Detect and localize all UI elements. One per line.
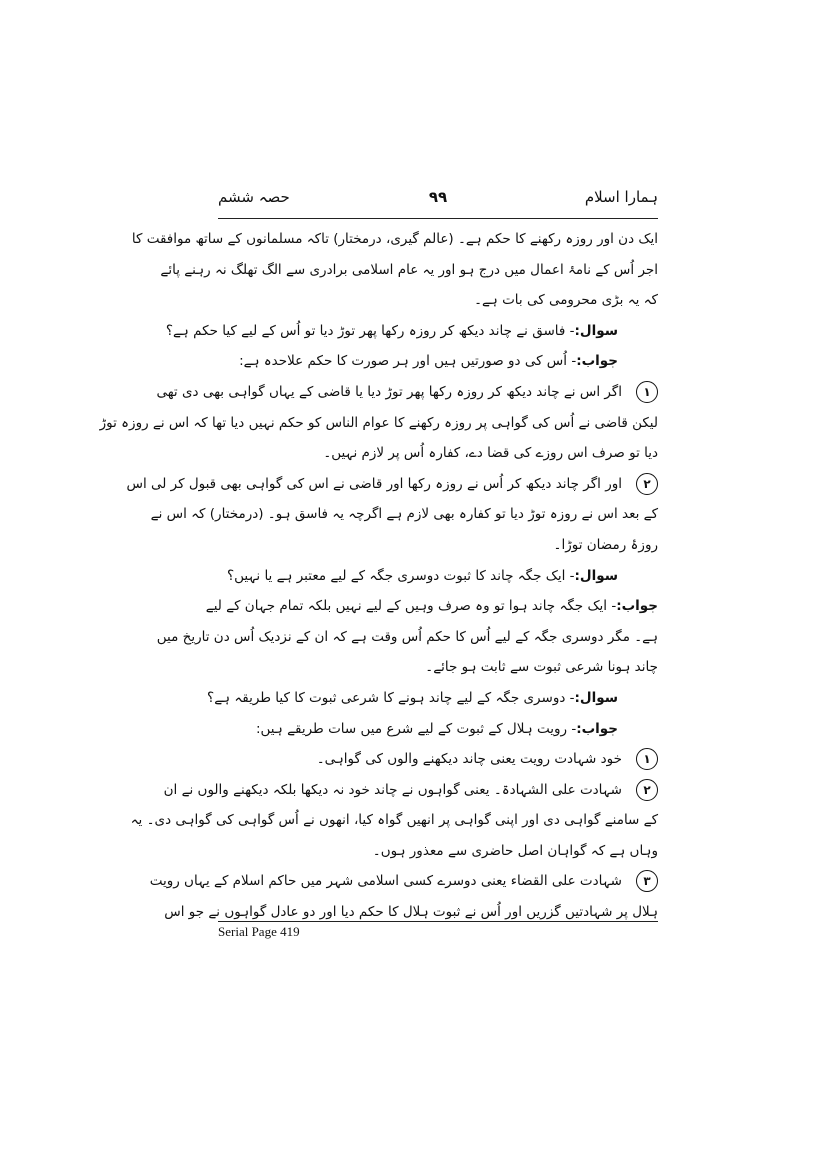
- item-number-badge: ۱: [636, 381, 658, 403]
- text-line: [218, 714, 658, 745]
- text-line: [163, 775, 658, 806]
- text-line: [218, 285, 658, 316]
- line-text: کے سامنے گواہی دی اور اپنی گواہی پر انھیں گواہ کیا، انھوں نے اُس گواہی کی گواہی دی۔ یہ: [130, 812, 658, 829]
- text-line: [207, 683, 658, 714]
- text-line: [218, 652, 658, 683]
- serial-page-label: Serial Page 419: [218, 924, 300, 939]
- text-line: [218, 438, 658, 469]
- page-number: ۹۹: [428, 188, 448, 206]
- item-number-badge: ۳: [636, 870, 658, 892]
- line-text: - رویت ہلال کے ثبوت کے لیے شرع میں سات طریقے ہیں:: [255, 720, 577, 737]
- line-text: شہادت علی الشہادۃ۔ یعنی گواہوں نے چاند خود نہ دیکھا بلکہ دیکھنے والوں نے ان: [163, 781, 622, 798]
- text-line: [149, 866, 658, 897]
- item-number-badge: ۲: [636, 779, 658, 801]
- book-title: ہمارا اسلام: [584, 188, 658, 206]
- line-text: ہے۔ مگر دوسری جگہ کے لیے اُس کا حکم اُس وقت ہے کہ ان کے نزدیک اُس دن تاریخ میں: [156, 628, 658, 645]
- line-text: - دوسری جگہ کے لیے چاند ہونے کا شرعی ثبوت کا کیا طریقہ ہے؟: [207, 689, 575, 706]
- line-text: روزۂ رمضان توڑا۔: [553, 536, 658, 553]
- line-text: اور اگر چاند دیکھ کر اُس نے روزہ رکھا اور قاضی نے اس کی گواہی بھی قبول کر لی اس: [126, 475, 622, 492]
- line-text: کے بعد اس نے روزہ توڑ دیا تو کفارہ بھی لازم ہے اگرچہ یہ فاسق ہو۔ (درمختار) کہ اس نے: [150, 506, 658, 523]
- text-line: [131, 224, 658, 255]
- text-line: [160, 255, 658, 286]
- book-page: [99, 180, 658, 940]
- text-line: [126, 469, 658, 500]
- page-body: [99, 224, 658, 928]
- line-text: - ایک جگہ چاند ہوا تو وہ صرف وہیں کے لیے نہیں بلکہ تمام جہان کے لیے: [205, 598, 617, 615]
- line-text: وہاں ہے کہ گواہان اصل حاضری سے معذور ہوں۔: [372, 842, 658, 859]
- line-text: کہ یہ بڑی محرومی کی بات ہے۔: [474, 292, 658, 309]
- line-text: چاند ہونا شرعی ثبوت سے ثابت ہو جائے۔: [425, 659, 658, 676]
- line-text: - ایک جگہ چاند کا ثبوت دوسری جگہ کے لیے معتبر ہے یا نہیں؟: [226, 567, 575, 584]
- line-text: لیکن قاضی نے اُس کی گواہی پر روزہ رکھنے کا عوام الناس کو حکم نہیں دیا تھا کہ اس نے روزہ توڑ: [99, 414, 658, 431]
- text-line: [130, 805, 658, 836]
- text-line: [218, 744, 658, 775]
- line-text: خود شہادت رویت یعنی چاند دیکھنے والوں کی گواہی۔: [316, 751, 622, 768]
- page-footer: [218, 921, 658, 940]
- line-text: ایک دن اور روزہ رکھنے کا حکم ہے۔ (عالم گیری، درمختار) تاکہ مسلمانوں کے ساتھ موافقت کا: [131, 231, 658, 247]
- text-line: [218, 346, 658, 377]
- line-text: اگر اس نے چاند دیکھ کر روزہ رکھا پھر توڑ دیا یا قاضی کے یہاں گواہی بھی دی تھی: [156, 383, 622, 400]
- text-line: [165, 316, 658, 347]
- qa-label: سوال:: [574, 689, 618, 706]
- text-line: [150, 499, 658, 530]
- text-line: [156, 622, 658, 653]
- line-text: دیا تو صرف اس روزے کی قضا دے، کفارہ اُس پر لازم نہیں۔: [323, 445, 658, 462]
- line-text: شہادت علی القضاء یعنی دوسرے کسی اسلامی شہر میں حاکم اسلام کے یہاں رویت: [149, 873, 622, 890]
- text-line: [99, 408, 658, 439]
- qa-label: جواب:: [576, 720, 618, 737]
- line-text: - اُس کی دو صورتیں ہیں اور ہر صورت کا حکم علاحدہ ہے:: [239, 353, 577, 370]
- item-number-badge: ۱: [636, 748, 658, 770]
- line-text: ہلال پر شہادتیں گزریں اور اُس نے ثبوت ہلال کا حکم دیا اور دو عادل گواہوں نے جو اس: [164, 904, 658, 921]
- running-header: [218, 180, 658, 219]
- text-line: [156, 377, 658, 408]
- qa-label: سوال:: [574, 567, 618, 584]
- line-text: - فاسق نے چاند دیکھ کر روزہ رکھا پھر توڑ دیا تو اُس کے لیے کیا حکم ہے؟: [165, 322, 575, 339]
- section-name: حصہ ششم: [218, 188, 290, 206]
- qa-label: سوال:: [574, 322, 618, 339]
- item-number-badge: ۲: [636, 473, 658, 495]
- qa-label: جواب:: [616, 598, 658, 615]
- text-line: [205, 591, 658, 622]
- text-line: [218, 836, 658, 867]
- text-line: [218, 530, 658, 561]
- text-line: [218, 561, 658, 592]
- line-text: اجر اُس کے نامۂ اعمال میں درج ہو اور یہ عام اسلامی برادری سے الگ تھلگ نہ رہنے پائے: [160, 261, 658, 278]
- qa-label: جواب:: [576, 353, 618, 370]
